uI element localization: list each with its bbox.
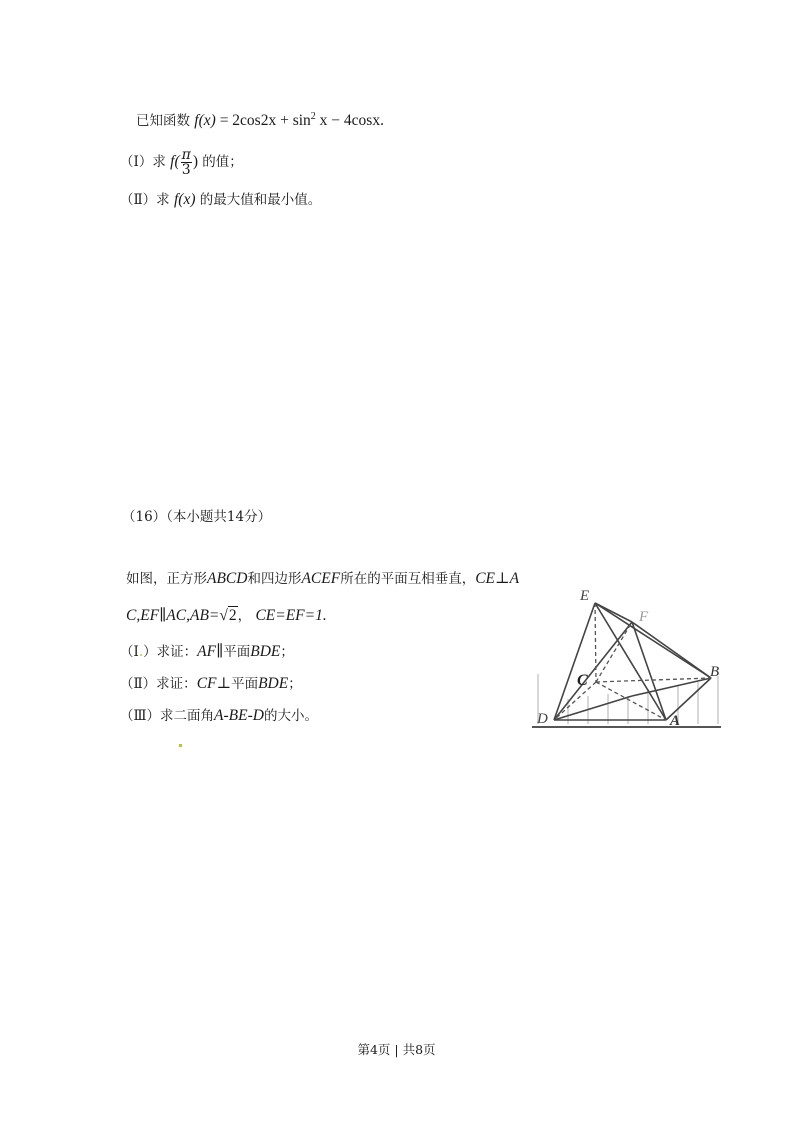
- problem16-part1: （Ⅰ.）求证：AF∥平面BDE；: [120, 643, 294, 660]
- page-footer: 第4页 | 共8页: [357, 1042, 436, 1057]
- page-total: 共8页: [402, 1042, 436, 1057]
- vertex-label-b: B: [710, 664, 720, 680]
- vertex-label-c: C: [577, 672, 588, 689]
- page-number: 第4页: [357, 1042, 391, 1057]
- solid-edges: [554, 603, 711, 720]
- problem16-part3: （Ⅲ）求二面角A-BE-D的大小。: [120, 707, 318, 724]
- geometry-figure: [528, 584, 728, 734]
- vertex-label-f: F: [639, 609, 649, 625]
- sqrt-2: √2: [219, 607, 237, 624]
- problem15-function: $f(x) = 2\cos 2x + \sin^2 x - 4\cos x$.: [194, 111, 384, 129]
- problem15-part1: （Ⅰ）求 f( $\frac{\pi}{3}$ ) 的值；: [120, 147, 243, 178]
- problem15-statement: [136, 107, 384, 131]
- problem15-part2: （Ⅱ）求 f(x) 的最大值和最小值。: [120, 191, 322, 208]
- problem16-statement-line2: C,EF∥AC,AB=√2， CE=EF=1.: [126, 607, 327, 624]
- stray-dot: [179, 744, 182, 747]
- problem16-heading: （16）（本小题共14分）: [122, 509, 272, 525]
- problem16-part2: （Ⅱ）求证：CF⊥平面BDE；: [120, 675, 302, 692]
- vertex-label-a: A: [670, 713, 681, 729]
- problem15-intro: 已知函数: [136, 113, 190, 129]
- vertex-label-e: E: [580, 588, 590, 604]
- stray-mark: .: [138, 644, 144, 660]
- pi-over-3-fraction: $\frac{\pi}{3}$: [181, 147, 191, 178]
- problem16-statement-line1: 如图，正方形ABCD和四边形ACEF所在的平面互相垂直，CE⊥A: [126, 570, 520, 587]
- vertex-label-d: D: [537, 711, 548, 727]
